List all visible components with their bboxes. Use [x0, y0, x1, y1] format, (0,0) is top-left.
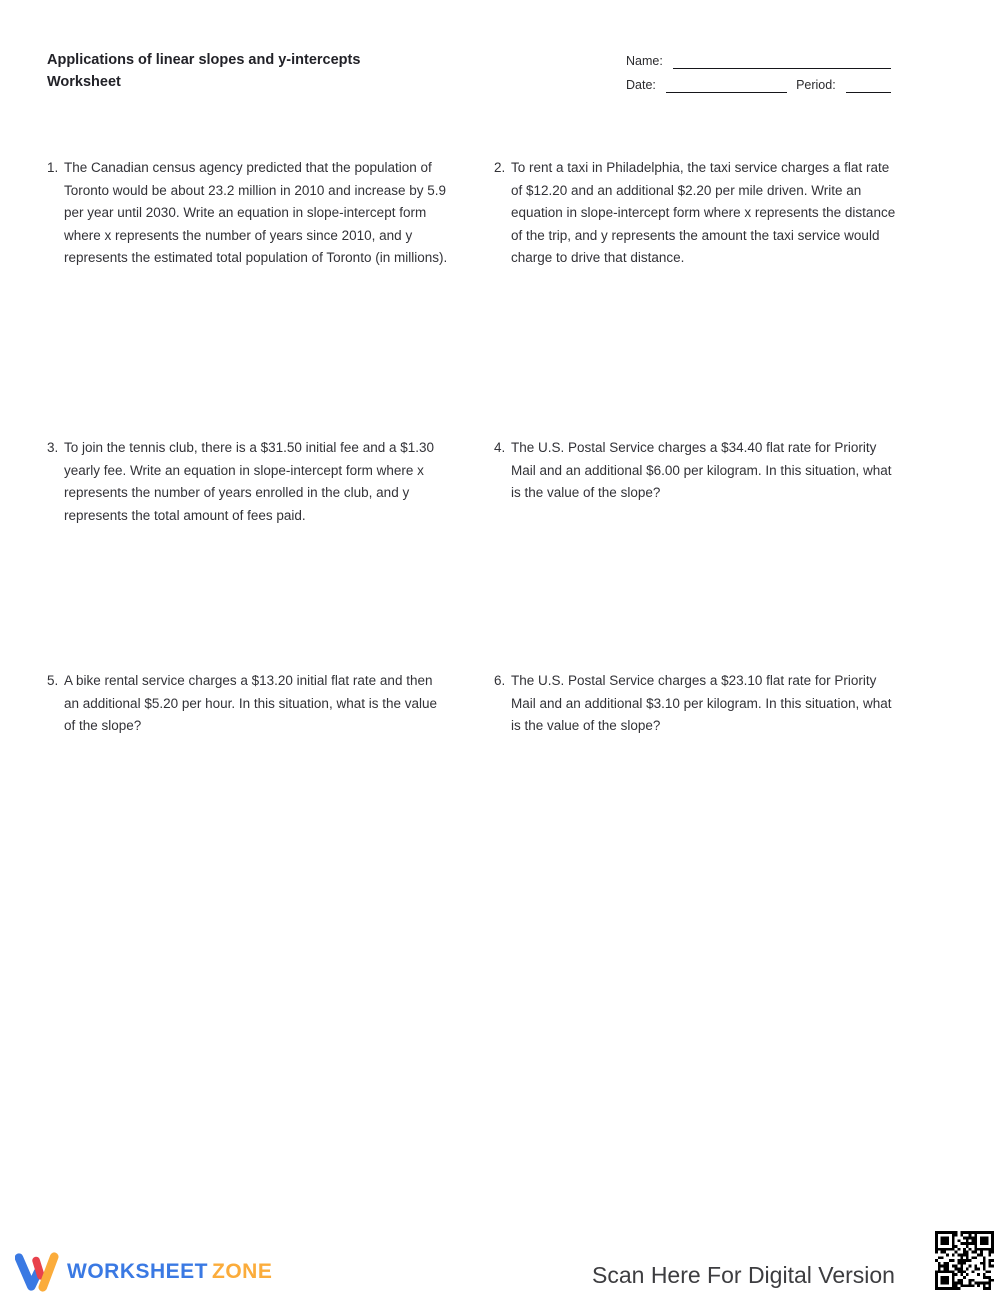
problem-1-text: The Canadian census agency predicted that the population of Toronto would be about 23.2 million in 2010 and increase by 5.9 per year until 2030. Write an equation in slope-intercept form where x represents the number of years since 2010, and y represents the estimated total population of Toronto (in millions).	[64, 160, 448, 265]
brand-worksheet: WORKSHEET	[67, 1260, 208, 1283]
worksheetzone-w-icon	[15, 1251, 61, 1293]
problem-3-text: To join the tennis club, there is a $31.50 initial fee and a $1.30 yearly fee. Write an equation in slope-intercept form where x represents the number of years enrolled in the club, and y represents the total amount of fees paid.	[64, 440, 435, 523]
period-label: Period:	[796, 78, 836, 92]
problem-4	[494, 437, 909, 505]
problem-5-text: A bike rental service charges a $13.20 initial flat rate and then an additional $5.20 per hour. In this situation, what is the value of the slope?	[64, 673, 437, 733]
problem-2-text: To rent a taxi in Philadelphia, the taxi service charges a flat rate of $12.20 and an additional $2.20 per mile driven. Write an equation in slope-intercept form where x represents the distance of the trip, and y represents the amount the taxi service would charge to drive that distance.	[511, 160, 896, 265]
problem-5-number: 5.	[47, 673, 59, 688]
name-field-row	[626, 52, 891, 69]
problem-3	[47, 437, 462, 527]
problem-1	[47, 157, 462, 270]
student-fields	[626, 52, 891, 100]
worksheetzone-logo	[15, 1251, 272, 1293]
brand-wordmark	[67, 1260, 272, 1284]
problem-5	[47, 670, 462, 738]
name-blank-line[interactable]	[673, 55, 891, 69]
problem-6-text: The U.S. Postal Service charges a $23.10 flat rate for Priority Mail and an additional $3.10 per kilogram. In this situation, what is the value of the slope?	[511, 673, 892, 733]
date-label: Date:	[626, 78, 656, 92]
page-title	[47, 49, 360, 93]
page-title-line2: Worksheet	[47, 74, 121, 90]
problem-4-number: 4.	[494, 440, 506, 455]
brand-zone: ZONE	[212, 1260, 273, 1283]
problem-6	[494, 670, 909, 738]
period-blank-line[interactable]	[846, 79, 891, 93]
name-label: Name:	[626, 54, 663, 68]
date-period-field-row	[626, 76, 891, 93]
problem-2-number: 2.	[494, 160, 506, 175]
date-blank-line[interactable]	[666, 79, 787, 93]
problem-1-number: 1.	[47, 160, 59, 175]
problem-6-number: 6.	[494, 673, 506, 688]
problem-4-text: The U.S. Postal Service charges a $34.40 flat rate for Priority Mail and an additional $6.00 per kilogram. In this situation, what is the value of the slope?	[511, 440, 892, 500]
scan-here-text: Scan Here For Digital Version	[592, 1262, 895, 1288]
qr-code	[935, 1231, 994, 1290]
problem-3-number: 3.	[47, 440, 59, 455]
page-title-line1: Applications of linear slopes and y-intercepts	[47, 52, 361, 68]
problem-2	[494, 157, 909, 270]
